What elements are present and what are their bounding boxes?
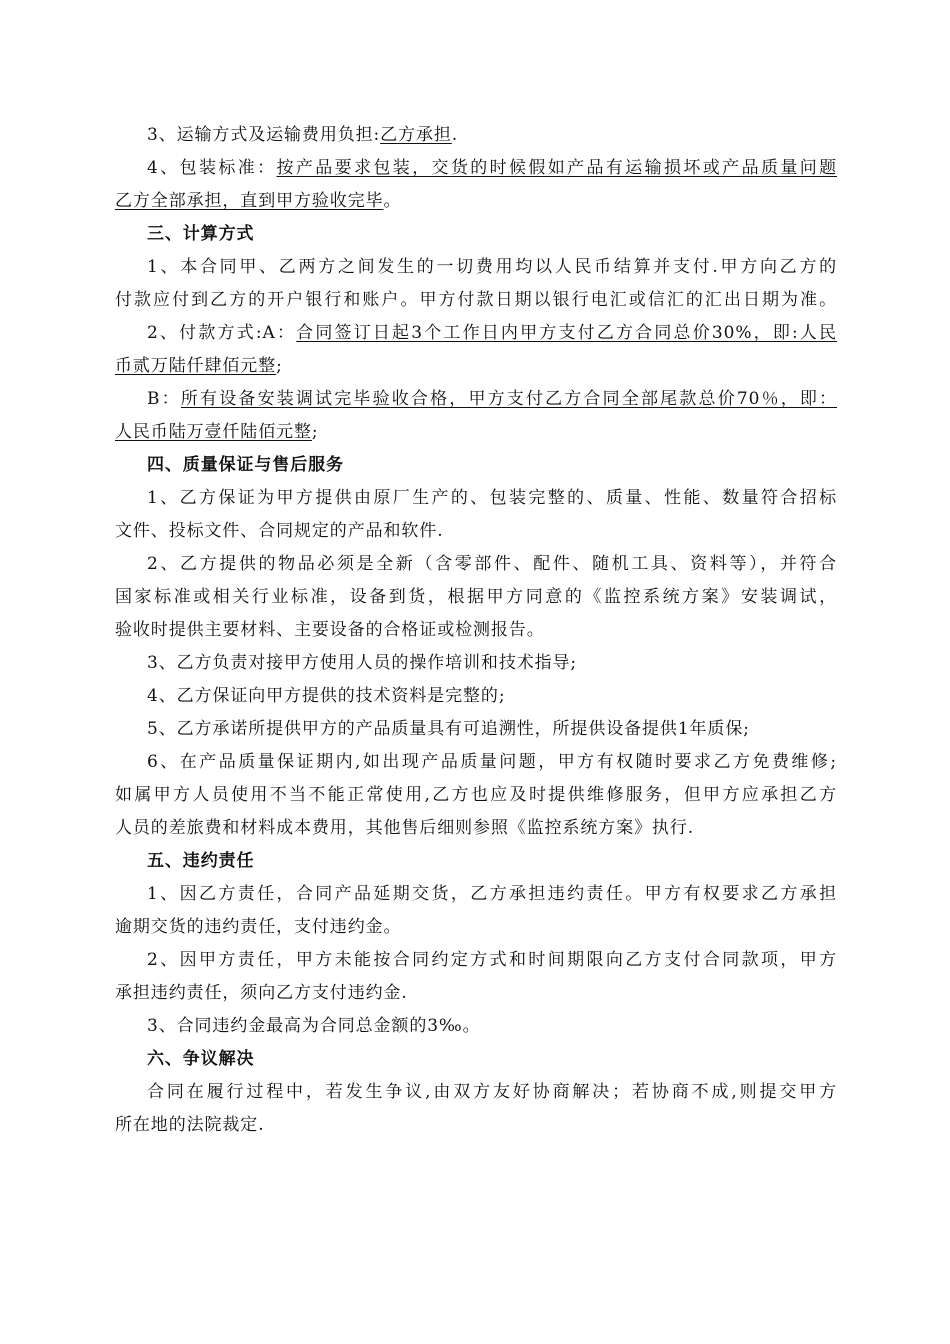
breach-clause-2-continued: 承担违约责任，须向乙方支付违约金. [115, 983, 408, 1003]
section-heading-calculation: 三、计算方式 [147, 224, 255, 244]
payment-clause-b [115, 388, 837, 410]
clause-punctuation: ; [311, 422, 319, 442]
clause-punctuation: ; [276, 356, 283, 376]
clause-punctuation: . [451, 125, 459, 145]
clause-underlined-text: 合同签订日起3个工作日内甲方支付乙方合同总价30%，即:人民 [296, 323, 838, 343]
clause-text: 2、付款方式:A： [147, 323, 297, 343]
quality-clause-3: 3、乙方负责对接甲方使用人员的操作培训和技术指导; [147, 653, 578, 673]
section-heading-quality: 四、质量保证与售后服务 [147, 455, 344, 475]
quality-clause-6-end: 人员的差旅费和材料成本费用，其他售后细则参照《监控系统方案》执行. [115, 818, 695, 838]
packaging-clause-continued [115, 190, 837, 212]
dispute-clause-continued: 所在地的法院裁定. [115, 1115, 265, 1135]
payment-clause-a [115, 322, 837, 344]
breach-clause-3: 3、合同违约金最高为合同总金额的3‰。 [147, 1016, 481, 1036]
settlement-clause-continued: 付款应付到乙方的开户银行和账户。甲方付款日期以银行电汇或信汇的汇出日期为准。 [115, 290, 837, 310]
clause-text: B： [147, 389, 181, 409]
clause-underlined-text: 所有设备安装调试完毕验收合格，甲方支付乙方合同全部尾款总价70％，即： [180, 389, 837, 409]
quality-clause-5: 5、乙方承诺所提供甲方的产品质量具有可追溯性，所提供设备提供1年质保; [147, 719, 750, 739]
settlement-clause: 1、本合同甲、乙两方之间发生的一切费用均以人民币结算并支付.甲方向乙方的 [147, 257, 837, 277]
contract-page [115, 124, 837, 1147]
clause-underlined-text: 乙方承担 [380, 125, 452, 145]
quality-clause-2-continued: 国家标准或相关行业标准，设备到货，根据甲方同意的《监控系统方案》安装调试， [115, 587, 837, 607]
quality-clause-4: 4、乙方保证向甲方提供的技术资料是完整的; [147, 686, 506, 706]
quality-clause-2-end: 验收时提供主要材料、主要设备的合格证或检测报告。 [115, 620, 545, 640]
clause-underlined-text: 乙方全部承担，直到甲方验收完毕 [115, 191, 384, 211]
quality-clause-6-continued: 如属甲方人员使用不当不能正常使用,乙方也应及时提供维修服务，但甲方应承担乙方 [115, 785, 837, 805]
dispute-clause: 合同在履行过程中，若发生争议,由双方友好协商解决；若协商不成,则提交甲方 [147, 1082, 837, 1102]
clause-text: 4、包装标准： [147, 158, 277, 178]
clause-underlined-text: 币贰万陆仟肆佰元整 [115, 356, 277, 376]
breach-clause-2: 2、因甲方责任，甲方未能按合同约定方式和时间期限向乙方支付合同款项，甲方 [147, 950, 837, 970]
payment-clause-b-continued [115, 421, 837, 443]
quality-clause-2: 2、乙方提供的物品必须是全新（含零部件、配件、随机工具、资料等），并符合 [147, 554, 837, 574]
clause-text: 3、运输方式及运输费用负担: [147, 125, 381, 145]
payment-clause-a-continued [115, 355, 837, 377]
section-heading-dispute: 六、争议解决 [147, 1049, 255, 1069]
clause-underlined-text: 人民币陆万壹仟陆佰元整 [115, 422, 312, 442]
clause-underlined-text: 按产品要求包装，交货的时候假如产品有运输损坏或产品质量问题 [276, 158, 837, 178]
quality-clause-1-continued: 文件、投标文件、合同规定的产品和软件. [115, 521, 444, 541]
packaging-clause [115, 157, 837, 179]
transport-clause [115, 124, 837, 146]
section-heading-breach: 五、违约责任 [147, 851, 255, 871]
clause-punctuation: 。 [383, 191, 402, 211]
quality-clause-6: 6、在产品质量保证期内,如出现产品质量问题，甲方有权随时要求乙方免费维修; [147, 752, 837, 772]
breach-clause-1: 1、因乙方责任，合同产品延期交货，乙方承担违约责任。甲方有权要求乙方承担 [147, 884, 837, 904]
breach-clause-1-continued: 逾期交货的违约责任，支付违约金。 [115, 917, 402, 937]
quality-clause-1: 1、乙方保证为甲方提供由原厂生产的、包装完整的、质量、性能、数量符合招标 [147, 488, 837, 508]
